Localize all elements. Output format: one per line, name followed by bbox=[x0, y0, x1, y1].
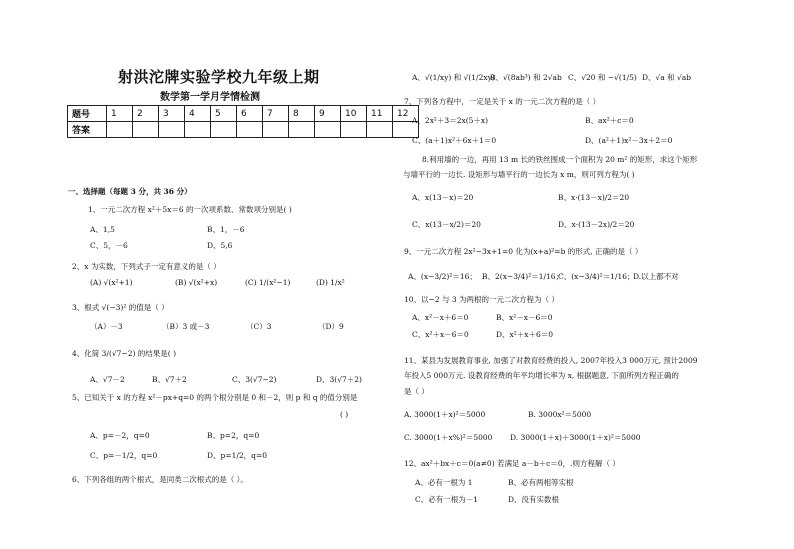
q2-option-c: (C) 1/(x²−1) bbox=[245, 278, 291, 287]
q12-option-b: B、必有两相等实根 bbox=[508, 478, 574, 487]
question-11-line-3: 是（ ） bbox=[404, 387, 429, 396]
question-6: 6、下列各组的两个根式，是同类二次根式的是（ ）。 bbox=[72, 475, 248, 484]
q11-option-b: B. 3000x²＝5000 bbox=[528, 410, 592, 419]
q11-option-a: A. 3000(1＋x)²＝5000 bbox=[404, 410, 486, 419]
page-subtitle: 数学第一学月学情检测 bbox=[160, 92, 260, 103]
q6-option-b: B、√(8ab³) 和 2√ab bbox=[490, 73, 562, 82]
question-8-line-2: 与墙平行的一边长. 设矩形与墙平行的一边长为 x m，则可列方程为( ) bbox=[403, 170, 635, 179]
question-11-line-2: 年投入5 000万元. 设教育经费的年平均增长率为 x, 根据题意, 下面所列方程正确的 bbox=[404, 371, 679, 380]
answer-cell[interactable] bbox=[341, 122, 367, 138]
answer-cell[interactable] bbox=[185, 122, 211, 138]
answer-cell[interactable] bbox=[107, 122, 133, 138]
question-1: 1、一元二次方程 x²＋5x＝6 的一次项系数、常数项分别是( ) bbox=[88, 205, 292, 214]
q5-option-d: D、p=1/2，q=0 bbox=[207, 451, 268, 460]
q12-option-d: D、没有实数根 bbox=[508, 495, 560, 504]
q8-option-a: A、x(13－x)＝20 bbox=[412, 193, 474, 202]
question-number: 2 bbox=[133, 106, 159, 122]
q7-option-d: D、(a²＋1)x²－3x＋2＝0 bbox=[585, 136, 673, 145]
q3-option-d: （D）9 bbox=[318, 322, 344, 331]
q5-option-a: A、p=－2，q=0 bbox=[90, 431, 150, 440]
q9-option-d: D.以上都不对 bbox=[633, 272, 679, 281]
question-4: 4、化简 3/(√7−2) 的结果是( ) bbox=[72, 349, 177, 358]
answer-label: 答案 bbox=[68, 122, 107, 138]
q5-option-c: C、p=－1/2，q=0 bbox=[90, 451, 158, 460]
q12-option-a: A、必有一根为 1 bbox=[415, 478, 473, 487]
q1-option-c: C、5，－6 bbox=[90, 241, 128, 250]
page-title: 射洪沱牌实验学校九年级上期 bbox=[118, 68, 320, 86]
q1-option-a: A、1,5 bbox=[90, 225, 115, 234]
question-11-line-1: 11、某县为发展教育事业, 加强了对教育经费的投入, 2007年投入3 000万元, 预计2009 bbox=[404, 356, 698, 365]
q10-option-b: B、x²－x－6＝0 bbox=[496, 313, 553, 322]
question-number-label: 题号 bbox=[68, 106, 107, 122]
q7-option-b: B、ax²＋c＝0 bbox=[585, 116, 634, 125]
q11-option-d: D. 3000(1＋x)＋3000(1＋x)²＝5000 bbox=[510, 433, 641, 442]
q6-option-c: C、√20 和 −√(1/5) bbox=[568, 73, 637, 82]
answer-cell[interactable] bbox=[133, 122, 159, 138]
question-number: 1 bbox=[107, 106, 133, 122]
q5-answer-paren: ( ) bbox=[340, 410, 349, 419]
question-10: 10、以−2 与 3 为两根的一元二次方程为（ ） bbox=[404, 295, 559, 304]
q11-option-c: C. 3000(1＋x%)²＝5000 bbox=[404, 433, 493, 442]
question-number: 10 bbox=[341, 106, 367, 122]
answer-cell[interactable] bbox=[367, 122, 393, 138]
q2-option-a: (A) √(x²+1) bbox=[90, 278, 133, 287]
question-5: 5、已知关于 x 的方程 x²－px+q=0 的两个根分别是 0 和－2，则 p 和 q 的值分别是 bbox=[72, 393, 358, 402]
q10-option-c: C、x²＋x－6＝0 bbox=[412, 330, 469, 339]
question-number: 4 bbox=[185, 106, 211, 122]
answer-table-header-row bbox=[68, 106, 419, 122]
answer-table bbox=[67, 105, 419, 138]
q8-option-c: C、x(13－x/2)＝20 bbox=[412, 220, 481, 229]
q12-option-c: C、必有一根为－1 bbox=[415, 495, 479, 504]
question-number: 3 bbox=[159, 106, 185, 122]
q3-option-c: （C）3 bbox=[246, 322, 272, 331]
q3-option-a: （A）－3 bbox=[90, 322, 123, 331]
q9-option-b: B、2(x−3/4)²＝1/16； bbox=[482, 272, 564, 281]
q4-option-d: D、3(√7＋2) bbox=[316, 375, 362, 384]
answer-cell[interactable] bbox=[315, 122, 341, 138]
answer-cell[interactable] bbox=[211, 122, 237, 138]
q10-option-a: A、x²－x＋6＝0 bbox=[412, 313, 469, 322]
question-number: 8 bbox=[289, 106, 315, 122]
q7-option-c: C、(a＋1)x²＋6x＋1＝0 bbox=[412, 136, 497, 145]
question-3: 3、根式 √(−3)² 的值是（ ） bbox=[72, 303, 169, 312]
q3-option-b: （B）3 或－3 bbox=[162, 322, 210, 331]
answer-cell[interactable] bbox=[237, 122, 263, 138]
question-number: 11 bbox=[367, 106, 393, 122]
question-8-line-1: 8.利用墙的一边，再用 13 m 长的铁丝围成一个面积为 20 m² 的矩形，求这个矩形 bbox=[422, 155, 698, 164]
question-7: 7、下列各方程中，一定是关于 x 的一元二次方程的是（ ） bbox=[404, 97, 601, 106]
question-9: 9、一元二次方程 2x²−3x+1=0 化为(x+a)²=b 的形式, 正确的是（ ） bbox=[404, 247, 643, 256]
q8-option-d: D、x·(13－2x)/2＝20 bbox=[558, 220, 635, 229]
q9-option-c: C、(x−3/4)²＝1/16； bbox=[558, 272, 635, 281]
q10-option-d: D、x²＋x＋6＝0 bbox=[496, 330, 554, 339]
answer-cell[interactable] bbox=[289, 122, 315, 138]
q6-option-d: D、√a 和 √ab bbox=[642, 73, 692, 82]
question-number: 6 bbox=[237, 106, 263, 122]
q7-option-a: A、2x²＋3＝2x(5＋x) bbox=[412, 116, 489, 125]
section-heading: 一、选择题（每题 3 分，共 36 分） bbox=[68, 187, 192, 196]
q1-option-b: B、1，－6 bbox=[207, 225, 245, 234]
q4-option-a: A、√7－2 bbox=[90, 375, 125, 384]
q2-option-d: (D) 1/x² bbox=[316, 278, 345, 287]
answer-table-answer-row bbox=[68, 122, 419, 138]
question-number: 5 bbox=[211, 106, 237, 122]
question-number: 9 bbox=[315, 106, 341, 122]
q5-option-b: B、p=2，q=0 bbox=[207, 431, 260, 440]
q8-option-b: B、x·(13－x)/2＝20 bbox=[558, 193, 630, 202]
q9-option-a: A、(x−3/2)²＝16； bbox=[408, 272, 477, 281]
q4-option-b: B、√7＋2 bbox=[152, 375, 187, 384]
q1-option-d: D、5,6 bbox=[207, 241, 233, 250]
q4-option-c: C、3(√7−2) bbox=[232, 375, 277, 384]
q2-option-b: (B) √(x²+x) bbox=[175, 278, 218, 287]
question-2: 2、x 为实数，下列式子一定有意义的是（ ） bbox=[72, 262, 221, 271]
q6-option-a: A、√(1/xy) 和 √(1/2xy) bbox=[412, 73, 495, 82]
question-number: 12 bbox=[393, 106, 419, 122]
answer-cell[interactable] bbox=[159, 122, 185, 138]
answer-cell[interactable] bbox=[263, 122, 289, 138]
question-number: 7 bbox=[263, 106, 289, 122]
question-12: 12、ax²＋bx＋c＝0(a≠0) 若满足 a－b＋c＝0，.则方程解（ ） bbox=[404, 459, 620, 468]
